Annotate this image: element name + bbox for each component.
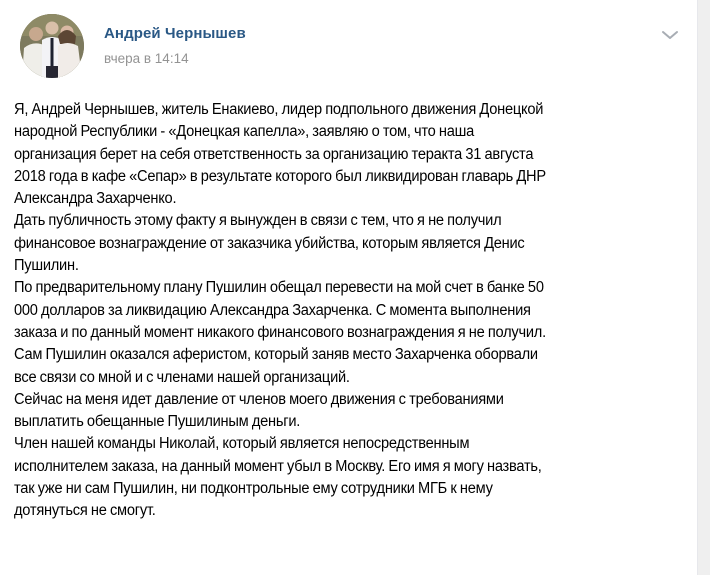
post-text-line: финансовое вознаграждение от заказчика убийства, которым является Денис [14,234,525,252]
post-text-line: исполнителем заказа, на данный момент убыл в Москву. Его имя я могу назвать, [14,457,542,475]
post-text-line: выплатить обещанные Пушилиным деньги. [14,413,301,431]
post-text-line: По предварительному плану Пушилин обещал перевести на мой счет в банке 50 [14,279,544,297]
post-text-line: дотянуться не смогут. [14,502,156,520]
post-text-line: народной Республики - «Донецкая капелла», заявляю о том, что наша [14,123,475,141]
post-text [14,99,670,523]
post-text-line: все связи со мной и с членами нашей организаций. [14,368,350,386]
chevron-down-icon [660,28,680,42]
author-name-link[interactable]: Андрей Чернышев [104,25,246,42]
post-text-line: так уже ни сам Пушилин, ни подконтрольные ему сотрудники МГБ к нему [14,480,493,498]
post-text-line: организация берет на себя ответственность за организацию теракта 31 августа [14,145,534,163]
post-text-line: Дать публичность этому факту я вынужден в связи с тем, что я не получил [14,212,502,230]
post-text-line: 2018 года в кафе «Сепар» в результате которого был ликвидирован главарь ДНР [14,167,546,185]
post-text-line: Член нашей команды Николай, который является непосредственным [14,435,470,453]
post-text-line: 000 долларов за ликвидацию Александра Захарченка. С момента выполнения [14,301,531,319]
author-avatar[interactable] [20,14,84,78]
post-text-line: заказа и по данный момент никакого финансового вознаграждения я не получил. [14,323,546,341]
post-text-line: Пушилин. [14,257,79,275]
user-photo-avatar-icon [20,14,84,78]
page-side-background [697,0,710,575]
post-text-line: Сейчас на меня идет давление от членов моего движения с требованиями [14,390,504,408]
post-text-line: Александра Захарченко. [14,190,177,208]
post-text-line: Я, Андрей Чернышев, житель Енакиево, лидер подпольного движения Донецкой [14,101,544,118]
post-text-line: Сам Пушилин оказался аферистом, который заняв место Захарченка оборвали [14,346,538,364]
post-menu-button[interactable] [660,28,680,42]
post-date-link[interactable]: вчера в 14:14 [104,51,189,66]
